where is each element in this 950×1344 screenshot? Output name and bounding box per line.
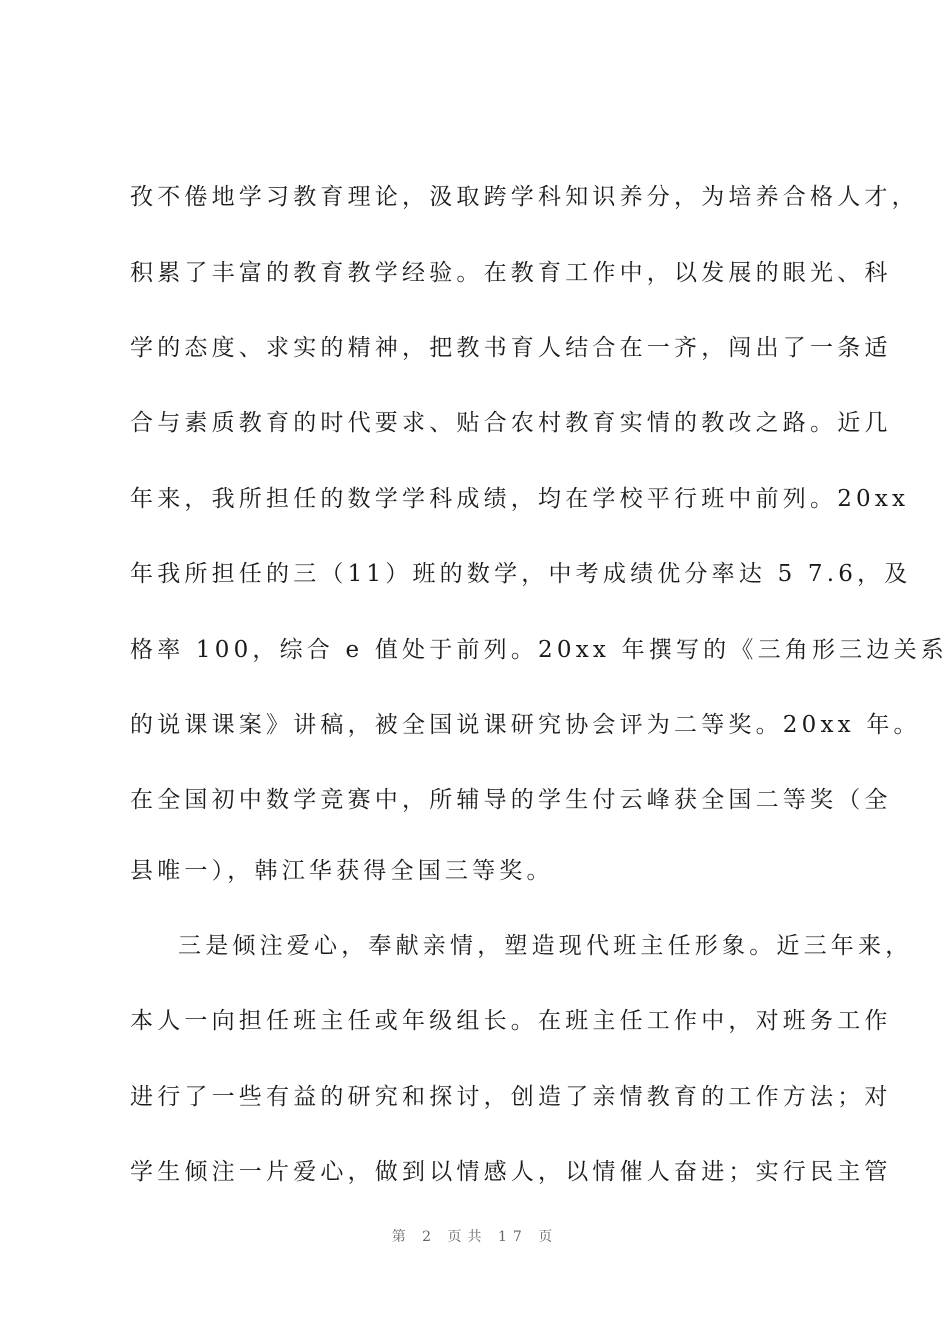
text-line: 的说课课案》讲稿，被全国说课研究协会评为二等奖。20xx 年。 (130, 712, 921, 738)
text-line: 格率 100，综合 e 值处于前列。20xx 年撰写的《三角形三边关系 (130, 637, 948, 663)
text-line: 本人一向担任班主任或年级组长。在班主任工作中，对班务工作 (130, 1008, 892, 1034)
text-line: 合与素质教育的时代要求、贴合农村教育实情的教改之路。近几 (130, 410, 892, 436)
text-line: 年来，我所担任的数学学科成绩，均在学校平行班中前列。20xx (130, 486, 910, 512)
paragraph-first-line: 三是倾注爱心，奉献亲情，塑造现代班主任形象。近三年来， (178, 933, 913, 959)
page-number-footer: 第 2 页共 17 页 (391, 1229, 559, 1245)
text-line: 孜不倦地学习教育理论，汲取跨学科知识养分，为培养合格人才， (130, 184, 919, 210)
text-line: 学生倾注一片爱心，做到以情感人，以情催人奋进；实行民主管 (130, 1159, 892, 1185)
text-line: 年我所担任的三（11）班的数学，中考成绩优分率达 5 7.6，及 (130, 561, 912, 587)
text-line: 县唯一），韩江华获得全国三等奖。 (130, 858, 554, 884)
text-line: 积累了丰富的教育教学经验。在教育工作中，以发展的眼光、科 (130, 260, 892, 286)
text-line: 在全国初中数学竞赛中，所辅导的学生付云峰获全国二等奖（全 (130, 787, 892, 813)
text-line: 进行了一些有益的研究和探讨，创造了亲情教育的工作方法；对 (130, 1084, 892, 1110)
text-line: 学的态度、求实的精神，把教书育人结合在一齐，闯出了一条适 (130, 335, 892, 361)
